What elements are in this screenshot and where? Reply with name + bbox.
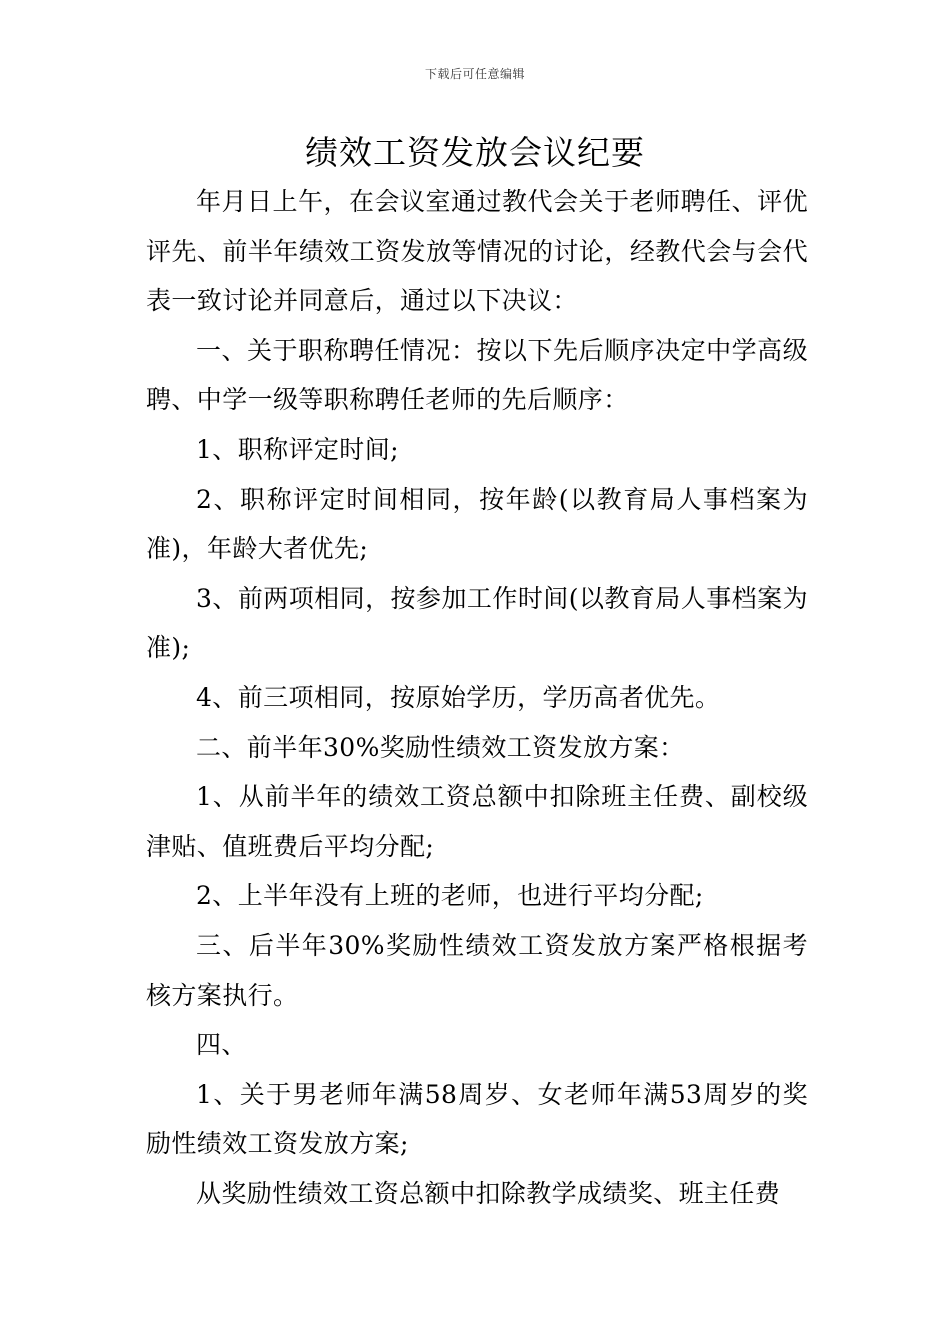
- paragraph-item-1-2: 2、职称评定时间相同，按年龄(以教育局人事档案为准)，年龄大者优先;: [146, 484, 808, 564]
- document-body: [146, 177, 808, 1218]
- paragraph-item-2-2: 2、上半年没有上班的老师，也进行平均分配;: [196, 881, 704, 911]
- paragraph-item-4-1: 1、关于男老师年满58周岁、女老师年满53周岁的奖励性绩效工资发放方案;: [146, 1079, 808, 1159]
- paragraph-continuation: 从奖励性绩效工资总额中扣除教学成绩奖、班主任费: [196, 1178, 781, 1208]
- paragraph-section-4: 四、: [196, 1030, 247, 1060]
- header-note: 下载后可任意编辑: [424, 67, 525, 81]
- paragraph-intro: 年月日上午，在会议室通过教代会关于老师聘任、评优评先、前半年绩效工资发放等情况的讨论，经教代会与会代表一致讨论并同意后，通过以下决议：: [146, 187, 808, 316]
- paragraph-section-2: 二、前半年30%奖励性绩效工资发放方案：: [196, 732, 685, 762]
- paragraph-item-1-4: 4、前三项相同，按原始学历，学历高者优先。: [196, 682, 721, 712]
- paragraph-item-2-1: 1、从前半年的绩效工资总额中扣除班主任费、副校级津贴、值班费后平均分配;: [146, 782, 808, 861]
- paragraph-section-1: 一、关于职称聘任情况：按以下先后顺序决定中学高级聘、中学一级等职称聘任老师的先后顺序：: [146, 335, 808, 415]
- document-title: 绩效工资发放会议纪要: [305, 133, 645, 172]
- paragraph-section-3: 三、后半年30%奖励性绩效工资发放方案严格根据考核方案执行。: [146, 930, 808, 1010]
- paragraph-item-1-1: 1、职称评定时间;: [196, 434, 399, 464]
- paragraph-item-1-3: 3、前两项相同，按参加工作时间(以教育局人事档案为准);: [146, 583, 808, 663]
